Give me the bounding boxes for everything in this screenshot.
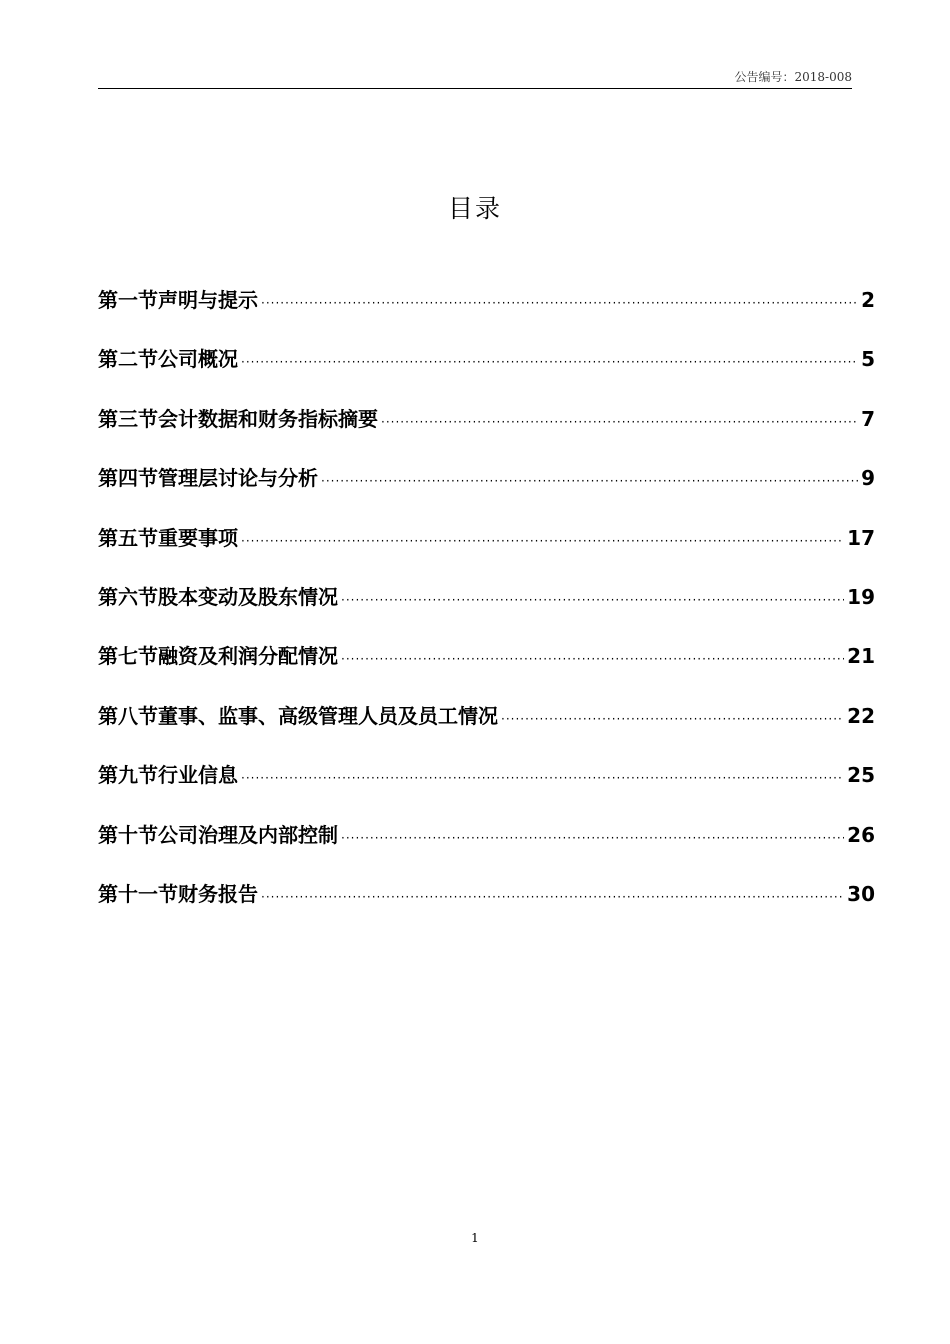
toc-entry-page: 21 (847, 644, 875, 669)
toc-entry-title: 第二节公司概况 (98, 347, 238, 372)
toc-dot-leader (321, 461, 858, 501)
toc-dot-leader (261, 877, 844, 917)
toc-entry-page: 25 (847, 763, 875, 788)
toc-entry-page: 9 (861, 466, 875, 491)
toc-entry-10[interactable] (98, 815, 875, 874)
toc-entry-title: 第八节董事、监事、高级管理人员及员工情况 (98, 703, 498, 728)
toc-dot-leader (241, 342, 858, 382)
toc-entry-title: 第六节股本变动及股东情况 (98, 584, 338, 609)
toc-entry-6[interactable] (98, 577, 875, 636)
toc-dot-leader (341, 818, 844, 858)
toc-dot-leader (241, 758, 844, 798)
toc-entry-title: 第一节声明与提示 (98, 288, 258, 312)
toc-entry-7[interactable] (98, 636, 875, 695)
header-divider (98, 88, 852, 89)
toc-entry-page: 26 (847, 822, 875, 847)
toc-entry-title: 第九节行业信息 (98, 763, 238, 788)
toc-entry-page: 2 (861, 288, 875, 312)
toc-entry-4[interactable] (98, 458, 875, 517)
toc-entry-2[interactable] (98, 339, 875, 398)
table-of-contents (98, 280, 875, 933)
toc-dot-leader (341, 580, 844, 620)
toc-entry-page: 19 (847, 584, 875, 609)
toc-dot-leader (261, 283, 858, 323)
toc-entry-page: 22 (847, 703, 875, 728)
toc-entry-title: 第十一节财务报告 (98, 881, 258, 906)
toc-entry-page: 7 (861, 406, 875, 431)
page-title: 目录 (447, 193, 502, 223)
toc-entry-title: 第七节融资及利润分配情况 (98, 644, 338, 669)
toc-entry-title: 第三节会计数据和财务指标摘要 (98, 406, 378, 431)
toc-entry-title: 第四节管理层讨论与分析 (98, 466, 318, 491)
toc-dot-leader (341, 639, 844, 679)
toc-dot-leader (241, 521, 844, 561)
toc-entry-page: 5 (861, 347, 875, 372)
page-number: 1 (471, 1231, 479, 1245)
toc-entry-3[interactable] (98, 399, 875, 458)
toc-entry-title: 第十节公司治理及内部控制 (98, 822, 338, 847)
toc-entry-title: 第五节重要事项 (98, 525, 238, 550)
toc-entry-5[interactable] (98, 518, 875, 577)
toc-entry-11[interactable] (98, 874, 875, 933)
toc-dot-leader (381, 402, 858, 442)
toc-entry-page: 17 (847, 525, 875, 550)
announcement-number: 公告编号：2018-008 (734, 70, 852, 84)
toc-entry-9[interactable] (98, 755, 875, 814)
toc-entry-1[interactable] (98, 280, 875, 339)
toc-entry-page: 30 (847, 881, 875, 906)
toc-entry-8[interactable] (98, 696, 875, 755)
toc-dot-leader (501, 699, 844, 739)
